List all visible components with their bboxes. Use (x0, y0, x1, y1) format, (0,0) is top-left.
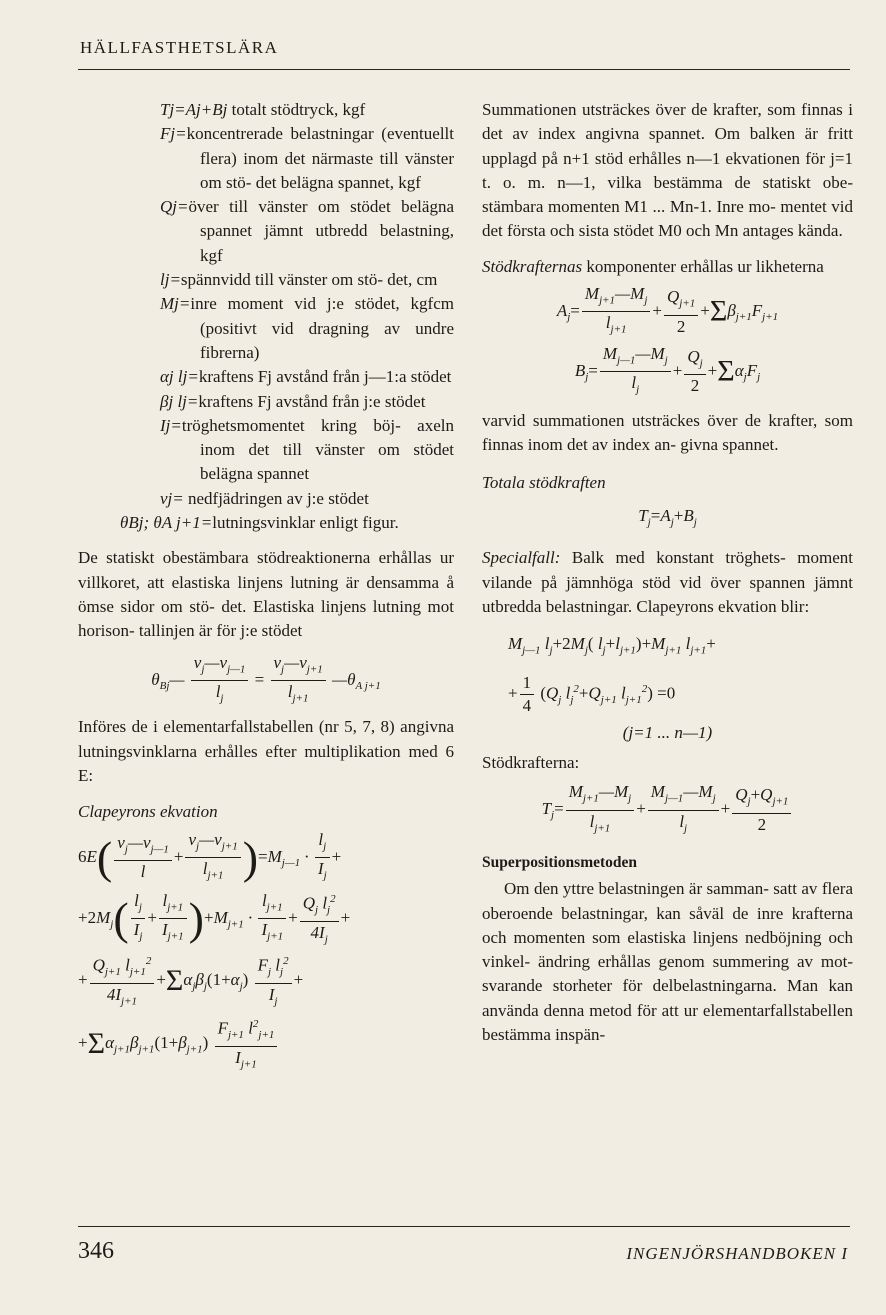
book-title: INGENJÖRSHANDBOKEN I (626, 1244, 848, 1263)
page-number: 346 (78, 1238, 114, 1264)
paragraph-summation-span: varvid summationen utsträckes över de krafter, som finnas inom det av index an- givna spannet. (482, 410, 853, 454)
definition-item: Tj=Aj+Bj totalt stödtryck, kgf (160, 100, 366, 119)
label-support-forces: Stödkrafterna: (482, 752, 580, 772)
equation-total: $T_j=A_j+B_j$ (638, 505, 697, 528)
paragraph-slope-condition: De statiskt obestämbara stödreaktionerna erhållas ur villkoret, att elastiska linjens lutning är densamma å ömse sidor om stö- det. Elastiska linjens lutning mot horison- tallinjen är för j:e stödet (78, 548, 454, 641)
heading-total-support: Totala stödkraften (482, 473, 606, 493)
definition-item: Ij=tröghetsmomentet kring böj- axeln inom det till vänster om stödet belägna spannet (160, 415, 454, 484)
heading-superposition: Superpositionsmetoden (482, 853, 638, 871)
running-head: HÄLLFASTHETSLÄRA (80, 38, 279, 57)
equation-b: $B_j=$ $\frac{M_{j—1}—M_j}{l_j}$ + $\frac{Q_j}{2}$ $+\Sigma\alpha_jF_j$ (574, 343, 761, 396)
definition-item: αj lj=kraftens Fj avstånd från j—1:a stödet (160, 367, 452, 387)
header-rule (78, 69, 850, 70)
definition-item: lj=spännvidd till vänster om stö- det, cm (160, 270, 438, 290)
definition-item: vj= nedfjädringen av j:e stödet (160, 488, 369, 508)
left-column (78, 98, 454, 1075)
heading-clapeyron: Clapeyrons ekvation (78, 802, 218, 822)
equation-special: $M_{j—1}$ $l_j+2M_j$( $l_j+l_{j+1})+M_{j+1}$ $l_{j+1}+$ + $\frac{1}{4}$ ($Q_j$ $l_j^2+Q_{j+1}$ $l_{j+1}^2) =0$ (508, 634, 716, 715)
equation-slope: $\theta_{Bj}—$ $\frac{v_j—v_{j—1}}{l_j}$ = $\frac{v_j—v_{j+1}}{l_{j+1}}$ $—\theta_{A j+1}$ (151, 652, 381, 705)
paragraph-superposition: Om den yttre belastningen är samman- satt av flera oberoende belastningar, kan såväl de inre krafterna och momenten som elastiska linjens nedböjning och vinkel- ändring erhållas genom summering av mot- svarande storheter för delbelastningarna. Man kan använda denna metod för att ur elementarfallstabellen bestämma inspän- (482, 879, 853, 1044)
definition-item: θBj; θA j+1=lutningsvinklar enligt figur. (120, 513, 399, 533)
definition-item: βj lj=kraftens Fj avstånd från j:e stödet (160, 391, 426, 411)
equation-a: $A_j=$ $\frac{M_{j+1}—M_j}{l_{j+1}}$ + $\frac{Q_{j+1}}{2}$ $+\Sigma\beta_{j+1}F_{j+1}$ (556, 284, 779, 336)
equation-clapeyron: 6E( $\frac{v_j—v_{j—1}}{l}$ + $\frac{v_j—v_{j+1}}{l_{j+1}}$ )$=M_{j—1}$ · $\frac{l_j}{I_j}$ + $+2M_j$( $\frac{l_j}{I_j}$ + $\frac{l_{j+1}}{I_{j+1}}$ )$+M_{j+1}$ · $\frac{l_{j+1}}{I_{j+1}}$ + $\frac{Q_j l_j^2}{4I_j}$ + + $\frac{Q_{j+1} l_{j+1}^2}{4I_{j+1}}$ $+\Sigma\alpha_j\beta_j(1+\alpha_j)$ $\frac{F_j l_j^2}{I_j}$ + $+\Sigma\alpha_{j+1}\beta_{j+1}(1+\beta_{j+1})$ $\frac{F_{j+1} l^2_{j+1}}{I_{j+1}}$ (78, 829, 351, 1070)
right-column (482, 98, 853, 1047)
equation-support-forces: $T_j=$ $\frac{M_{j+1}—M_j}{l_{j+1}}$ + $\frac{M_{j—1}—M_j}{l_j}$ + $\frac{Q_j+Q_{j+1}}{2}$ (482, 781, 853, 839)
paragraph-components: Stödkrafternas komponenter erhållas ur likheterna (482, 256, 824, 276)
definition-item: Qj=över till vänster om stödet belägna spannet jämnt utbredd belastning, kgf (160, 197, 454, 265)
paragraph-insertion: Införes de i elementarfallstabellen (nr 5, 7, 8) angivna lutningsvinklarna erhålles efter multiplikation med 6 E: (78, 717, 454, 785)
definition-item: Fj=koncentrerade belastningar (eventuellt flera) inom det närmaste till vänster om stö- det belägna spannet, kgf (160, 124, 454, 192)
equation-range: (j=1 ... n—1) (622, 722, 713, 742)
paragraph-special-case: Specialfall: Balk med konstant tröghets- moment vilande på jämnhöga stöd vid över spannen jämnt utbredda belastningar. Clapeyrons ekvation blir: (482, 548, 853, 616)
definition-item: Mj=inre moment vid j:e stödet, kgfcm (positivt vid dragning av undre fibrerna) (160, 294, 454, 362)
footer-rule (78, 1226, 850, 1227)
paragraph-summation: Summationen utsträckes över de krafter, som finnas i det av index angivna spannet. Om balken är fritt upplagd på n+1 stöd erhålles n—1 ekvationen för j=1 t. o. m. n—1, vilka bestämma de statiskt obe- stämbara momenten M1 ... Mn-1. Inre mo- mentet vid det första och sista stödet M0 och Mn antages kända. (482, 100, 853, 241)
symbol-definitions (120, 98, 454, 535)
